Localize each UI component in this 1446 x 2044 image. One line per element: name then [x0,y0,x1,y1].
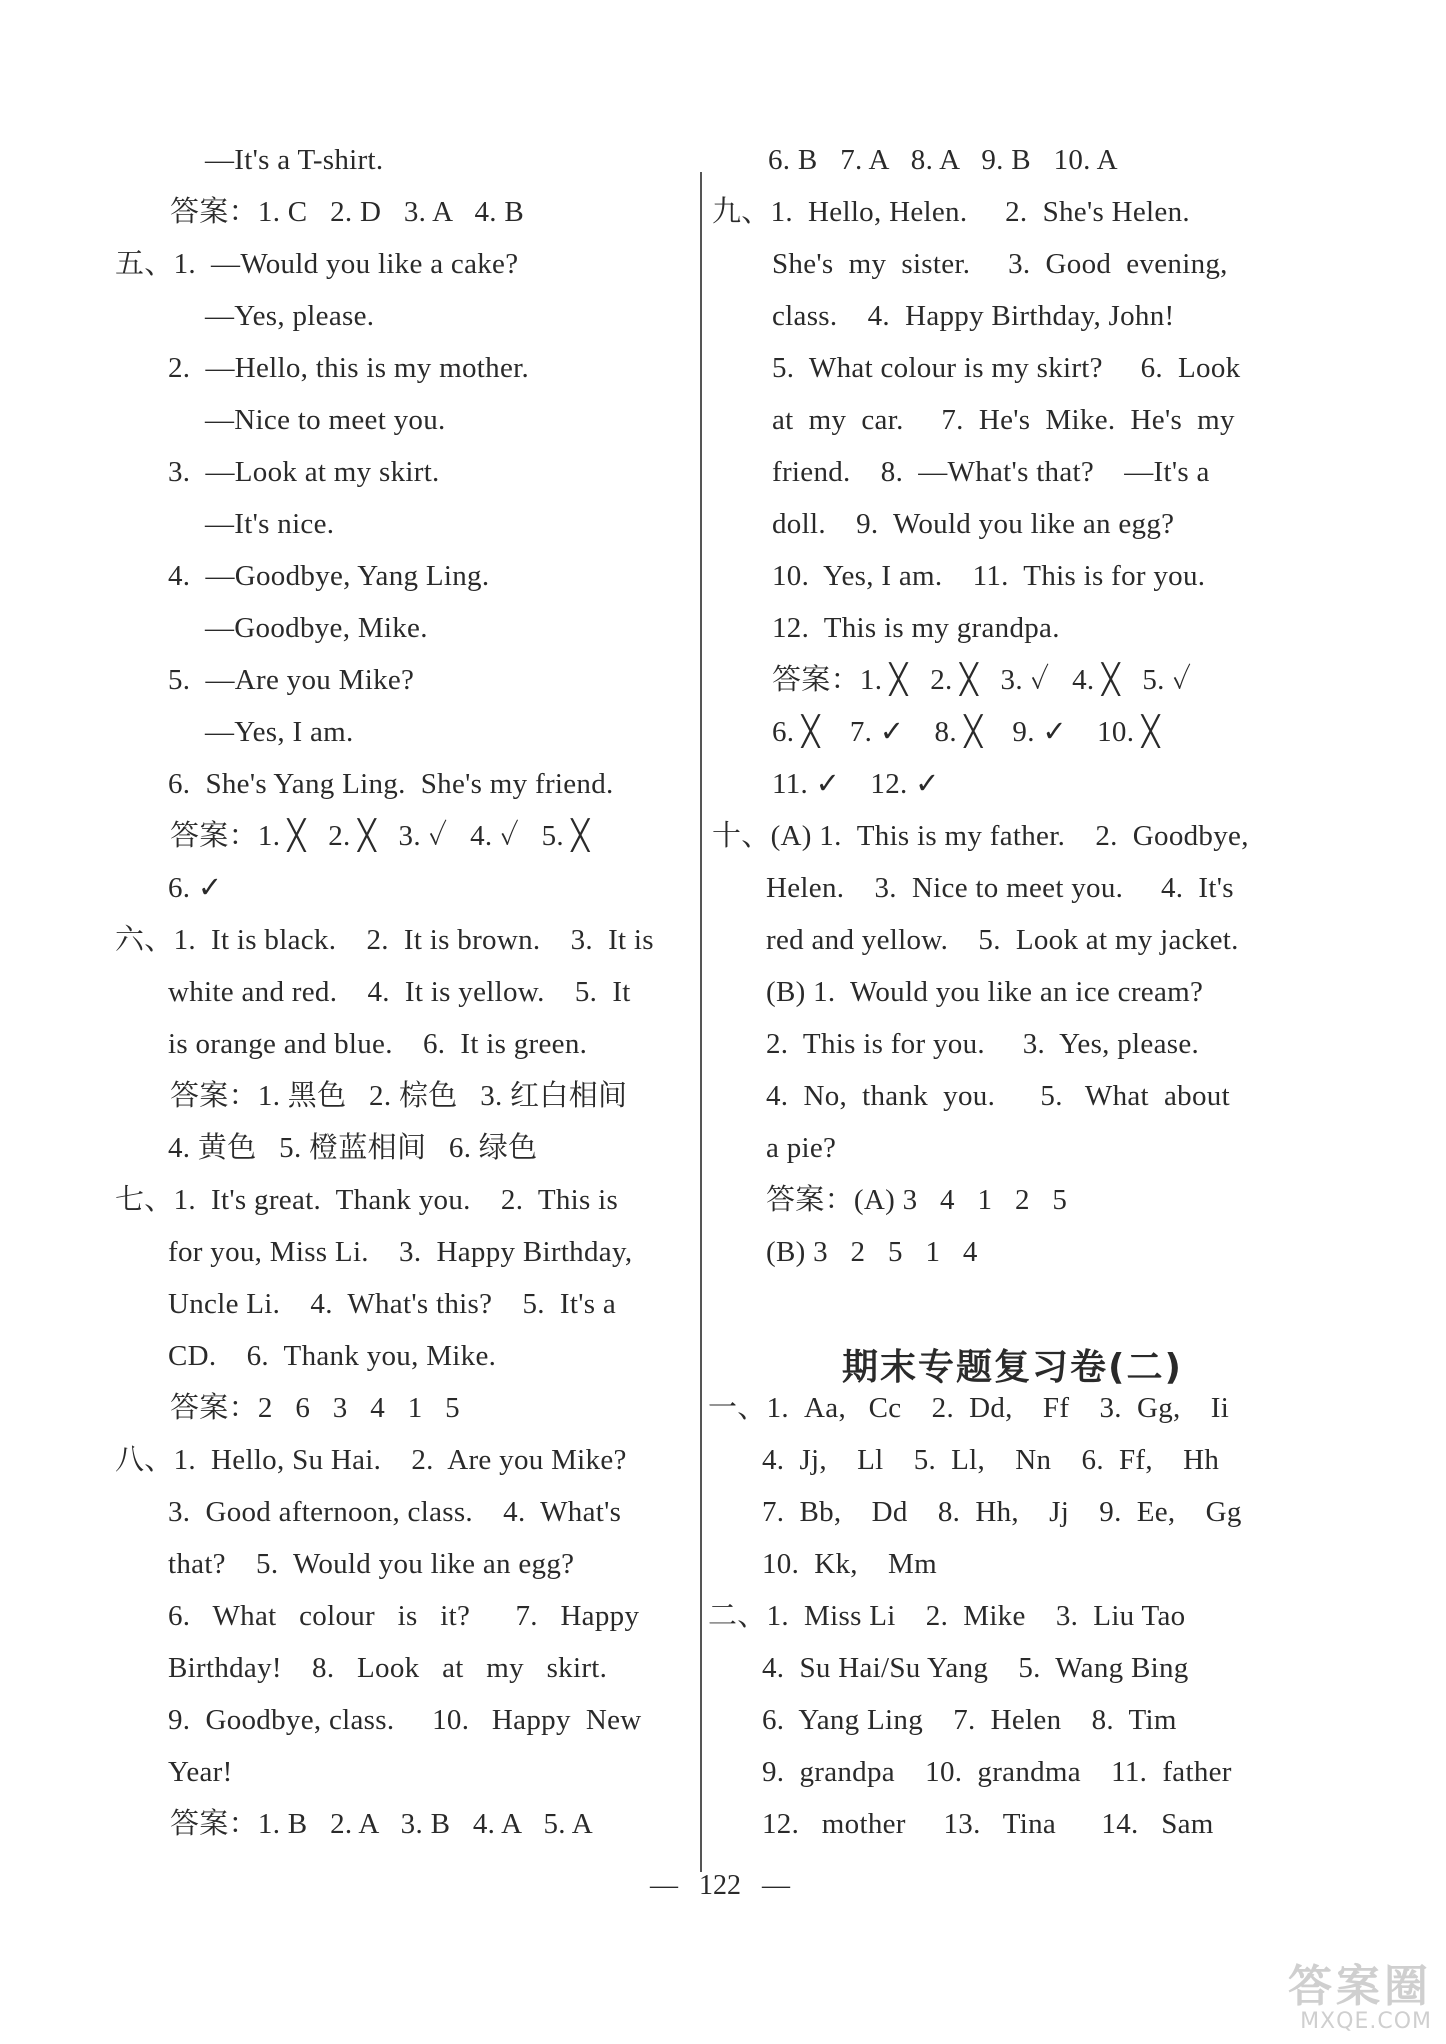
answer-line: 11. ✓ 12. ✓ [772,768,940,800]
page-number: — 122 — [650,1870,790,1901]
answer-line: white and red. 4. It is yellow. 5. It [168,976,631,1008]
answer-line: 4. Jj, Ll 5. Ll, Nn 6. Ff, Hh [762,1444,1220,1476]
answer-line: 答案：1. C 2. D 3. A 4. B [170,196,525,228]
answer-line: Helen. 3. Nice to meet you. 4. It's [766,872,1234,904]
answer-line: 2. —Hello, this is my mother. [168,352,530,384]
watermark-top-text: 答案圈 [1288,1961,1432,2012]
answer-line: for you, Miss Li. 3. Happy Birthday, [168,1236,633,1268]
answer-line: 10. Yes, I am. 11. This is for you. [772,560,1206,592]
answer-line: 4. —Goodbye, Yang Ling. [168,560,490,592]
answer-line: 答案：(A) 3 4 1 2 5 [766,1184,1068,1216]
answer-line: —It's nice. [205,508,335,540]
section-heading: 期末专题复习卷(二) [842,1347,1183,1388]
answer-line: that? 5. Would you like an egg? [168,1548,575,1580]
column-divider [700,172,702,1872]
answer-line: 九、1. Hello, Helen. 2. She's Helen. [712,196,1190,228]
answer-line: is orange and blue. 6. It is green. [168,1028,588,1060]
answer-line: red and yellow. 5. Look at my jacket. [766,924,1239,956]
answer-line: 答案：1. B 2. A 3. B 4. A 5. A [170,1808,594,1840]
answer-line: 答案：1. 黑色 2. 棕色 3. 红白相间 [170,1080,628,1112]
answer-line: 答案：2 6 3 4 1 5 [170,1392,460,1424]
answer-line: 五、1. —Would you like a cake? [115,248,519,280]
answer-line: 9. Goodbye, class. 10. Happy New [168,1704,642,1736]
answer-line: —Goodbye, Mike. [205,612,428,644]
answer-line: 6. What colour is it? 7. Happy [168,1600,640,1632]
answer-line: Uncle Li. 4. What's this? 5. It's a [168,1288,617,1320]
answer-line: 12. This is my grandpa. [772,612,1060,644]
answer-line: 一、1. Aa, Cc 2. Dd, Ff 3. Gg, Ii [708,1392,1230,1424]
answer-line: She's my sister. 3. Good evening, [772,248,1228,280]
answer-line: 5. —Are you Mike? [168,664,415,696]
answer-line: 5. What colour is my skirt? 6. Look [772,352,1241,384]
answer-line: 4. No, thank you. 5. What about [766,1080,1230,1112]
answer-line: 六、1. It is black. 2. It is brown. 3. It is [115,924,654,956]
answer-line: (B) 3 2 5 1 4 [766,1236,978,1268]
answer-line: (B) 1. Would you like an ice cream? [766,976,1204,1008]
answer-line: 答案：1. ╳ 2. ╳ 3. ✓ 4. ╳ 5. ✓ [772,664,1192,696]
watermark-logo [1192,1961,1432,2036]
answer-line: class. 4. Happy Birthday, John! [772,300,1175,332]
answer-line: friend. 8. —What's that? —It's a [772,456,1210,488]
answer-line: CD. 6. Thank you, Mike. [168,1340,497,1372]
answer-line: 4. Su Hai/Su Yang 5. Wang Bing [762,1652,1189,1684]
answer-line: —Nice to meet you. [205,404,446,436]
answer-line: Year! [168,1756,233,1788]
answer-line: a pie? [766,1132,837,1164]
answer-line: 4. 黄色 5. 橙蓝相间 6. 绿色 [168,1132,538,1164]
answer-line: at my car. 7. He's Mike. He's my [772,404,1235,436]
answer-line: 6. Yang Ling 7. Helen 8. Tim [762,1704,1177,1736]
answer-line: 答案：1. ╳ 2. ╳ 3. ✓ 4. ✓ 5. ╳ [170,820,590,852]
answer-line: 7. Bb, Dd 8. Hh, Jj 9. Ee, Gg [762,1496,1242,1528]
answer-line: 七、1. It's great. Thank you. 2. This is [115,1184,619,1216]
answer-line: 十、(A) 1. This is my father. 2. Goodbye, [712,820,1249,852]
answer-line: 3. Good afternoon, class. 4. What's [168,1496,622,1528]
answer-line: 6. She's Yang Ling. She's my friend. [168,768,614,800]
answer-line: 12. mother 13. Tina 14. Sam [762,1808,1214,1840]
answer-line: 3. —Look at my skirt. [168,456,440,488]
answer-line: —Yes, please. [205,300,375,332]
answer-line: doll. 9. Would you like an egg? [772,508,1175,540]
answer-line: 9. grandpa 10. grandma 11. father [762,1756,1232,1788]
answer-line: —Yes, I am. [205,716,354,748]
answer-line: 6. ✓ [168,872,223,904]
answer-line: 6. ╳ 7. ✓ 8. ╳ 9. ✓ 10. ╳ [772,716,1160,748]
answer-line: Birthday! 8. Look at my skirt. [168,1652,608,1684]
answer-line: 2. This is for you. 3. Yes, please. [766,1028,1200,1060]
answer-line: 10. Kk, Mm [762,1548,937,1580]
answer-line: 二、1. Miss Li 2. Mike 3. Liu Tao [708,1600,1186,1632]
answer-line: —It's a T-shirt. [205,144,384,176]
watermark-bottom-text: MXQE.COM [1300,2009,1432,2034]
answer-line: 八、1. Hello, Su Hai. 2. Are you Mike? [115,1444,627,1476]
answer-line: 6. B 7. A 8. A 9. B 10. A [768,144,1118,176]
